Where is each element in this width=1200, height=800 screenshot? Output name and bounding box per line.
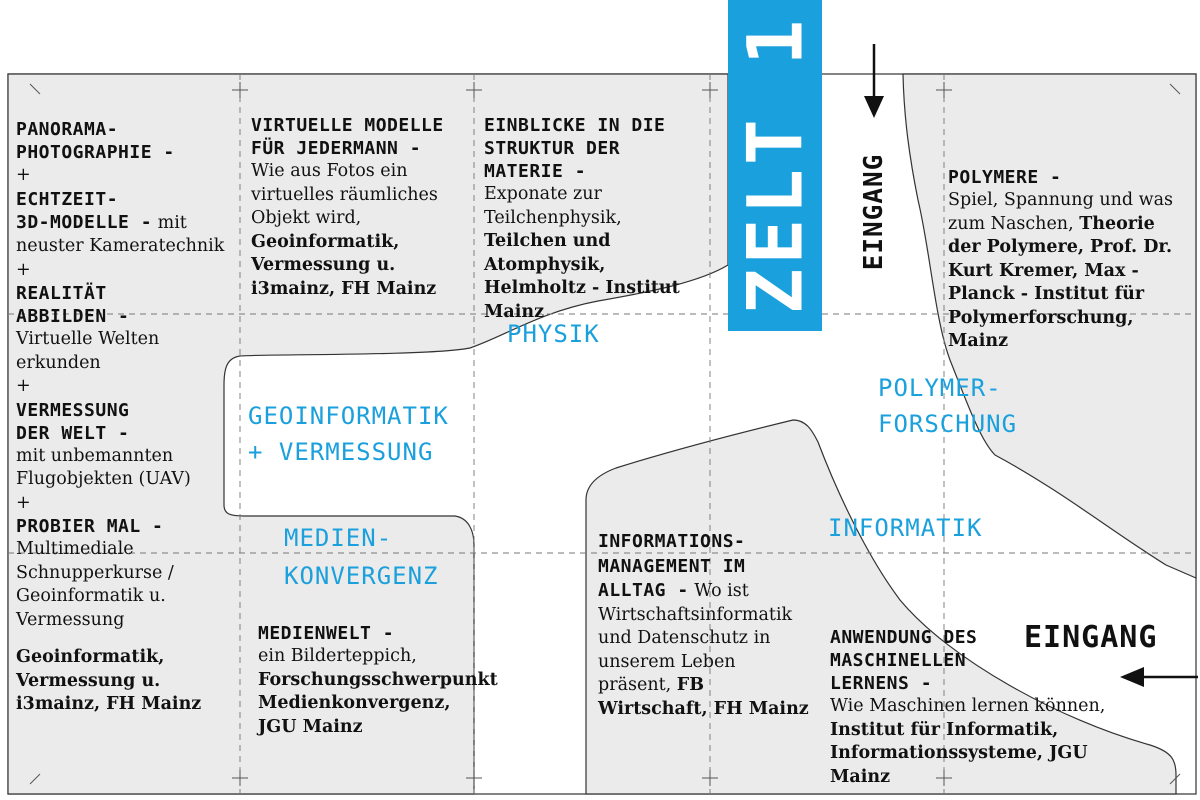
booth-geoinformatik — [16, 118, 238, 717]
booth-geo-heading-2: ECHTZEIT- — [16, 188, 119, 210]
booth-geo-text-2: mit neuster Kameratechnik — [16, 212, 225, 256]
booth-geo-heading-1b: PHOTOGRAPHIE - — [16, 142, 175, 163]
plus-sign: + — [16, 259, 31, 280]
booth-geo-org: Geoinformatik, Vermessung u. i3mainz, FH Mainz — [16, 647, 202, 714]
booth-polymere — [948, 166, 1174, 354]
booth-informationsmanagement — [598, 530, 812, 721]
tent-title: ZELT 1 — [730, 15, 820, 315]
booth-medienwelt — [258, 622, 498, 739]
booth-physik-heading: EINBLICKE IN DIE STRUKTUR DER MATERIE - — [484, 115, 666, 182]
booth-geo-heading-5: PROBIER MAL - — [16, 516, 164, 537]
booth-geo-heading-4: VERMESSUNG — [16, 399, 130, 421]
plus-sign: + — [16, 376, 31, 396]
booth-physik — [484, 114, 702, 324]
booth-polymer-org: Theorie der Polymere, Prof. Dr. Kurt Kremer, Max - Planck - Institut für Polymerforschung, Mainz — [948, 213, 1173, 351]
entrance-top-label: EINGANG — [859, 153, 889, 271]
booth-geo-heading-3b: ABBILDEN - — [16, 306, 130, 327]
area-informatik: INFORMATIK — [828, 514, 983, 542]
booth-physik-text: Exponate zur Teilchenphysik, — [484, 184, 622, 228]
booth-virtuelle-modelle — [251, 114, 471, 301]
booth-medien-heading: MEDIENWELT - — [258, 623, 395, 644]
booth-infomgmt-text: Wo ist Wirtschaftsinformatik und Datenschutz in unserem Leben präsent, — [598, 581, 793, 695]
booth-medien-org: Forschungsschwerpunkt Medienkonvergenz, JGU Mainz — [258, 669, 498, 737]
area-medien-line1: MEDIEN- — [284, 524, 393, 552]
booth-geo-text-3: Virtuelle Welten erkunden — [16, 329, 160, 373]
booth-physik-org: Teilchen und Atomphysik, Helmholtz - Institut Mainz — [484, 231, 680, 322]
area-polymer-line2: FORSCHUNG — [878, 410, 1018, 438]
booth-geo-heading-3: REALITÄT — [16, 283, 107, 304]
booth-geo-text-5: Multimediale Schnupperkurse / Geoinformatik u. Vermessung — [16, 539, 174, 630]
area-geo-line2: + VERMESSUNG — [248, 438, 434, 466]
plus-sign: + — [16, 165, 31, 185]
booth-virtuell-heading: VIRTUELLE MODELLE FÜR JEDERMANN - — [251, 115, 444, 159]
booth-geo-heading-1: PANORAMA- — [16, 119, 119, 140]
booth-polymer-heading: POLYMERE - — [948, 167, 1062, 188]
booth-ml-heading: ANWENDUNG DES MASCHINELLEN LERNENS - — [830, 627, 978, 694]
booth-maschinelles-lernen — [830, 626, 1126, 789]
booth-geo-text-4: mit unbemannten Flugobjekten (UAV) — [16, 445, 191, 489]
booth-ml-text: Wie Maschinen lernen können, — [830, 696, 1106, 716]
entrance-right-label: EINGANG — [1024, 620, 1158, 655]
area-medien-line2: KONVERGENZ — [284, 562, 439, 590]
booth-medien-text: ein Bilderteppich, — [258, 646, 417, 666]
booth-virtuell-org: Geoinformatik, Vermessung u. i3mainz, FH Mainz — [251, 231, 437, 299]
area-physik: PHYSIK — [507, 320, 600, 348]
booth-infomgmt-org: FB Wirtschaft, FH Mainz — [598, 675, 809, 719]
area-geo-line1: GEOINFORMATIK — [248, 402, 449, 430]
booth-geo-heading-2b: 3D-MODELLE - — [16, 211, 153, 233]
booth-ml-org: Institut für Informatik, Informationssysteme, JGU Mainz — [830, 719, 1088, 787]
area-polymer-line1: POLYMER- — [878, 374, 1002, 402]
tent-tag — [728, 0, 822, 331]
plus-sign: + — [16, 492, 31, 513]
booth-virtuell-text: Wie aus Fotos ein virtuelles räumliches Objekt wird, — [251, 161, 438, 228]
booth-infomgmt-heading: INFORMATIONS-MANAGEMENT IM ALLTAG - — [598, 531, 746, 601]
booth-geo-heading-4b: DER WELT - — [16, 422, 130, 444]
booth-polymer-text: Spiel, Spannung und was zum Naschen, — [948, 190, 1174, 234]
